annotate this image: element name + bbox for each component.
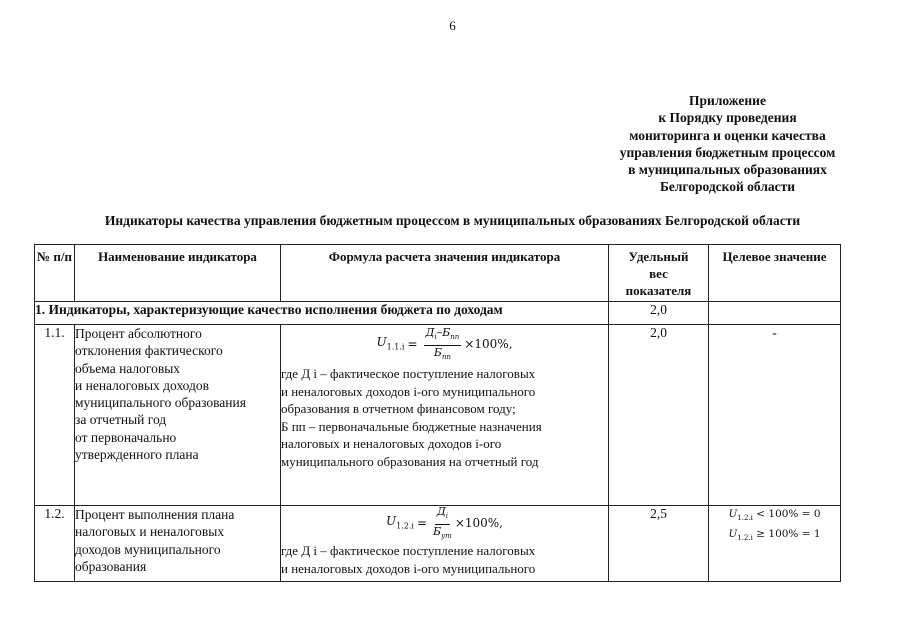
header-weight [609, 245, 709, 302]
name-line: и неналоговых доходов [75, 377, 210, 393]
formula-num-var: Д [436, 505, 446, 519]
formula-numerator [435, 505, 450, 524]
target-condition [709, 506, 840, 526]
formula-description-line: налоговых и неналоговых доходов i-ого [281, 436, 502, 452]
indicator-name [75, 506, 281, 582]
section-target-empty [709, 302, 841, 325]
formula-lhs-var: U [376, 335, 387, 349]
document-title: Индикаторы качества управления бюджетным процессом в муниципальных образованиях Белгородской области [104, 213, 801, 228]
row-number: 1.1. [35, 325, 75, 506]
target-var-sub: 1.2.i [737, 514, 753, 523]
name-line: объема налоговых [75, 360, 181, 376]
indicator-weight: 2,0 [609, 325, 709, 506]
formula-expression [281, 325, 608, 365]
indicators-table [34, 244, 841, 582]
formula-den-var: Б [433, 345, 442, 359]
formula-eq: = [407, 337, 418, 352]
name-line: доходов муниципального [75, 541, 221, 557]
name-line: от первоначально [75, 429, 177, 445]
formula-description-line: муниципального образования на отчетный год [281, 453, 539, 469]
header-weight-label: Удельный вес показателя [625, 249, 692, 298]
header-name [75, 245, 281, 302]
name-line: образования [75, 558, 147, 574]
table-header-row [35, 245, 841, 302]
appendix-line: управления бюджетным процессом [619, 144, 836, 160]
header-formula-label: Формула расчета значения индикатора [328, 249, 561, 264]
formula-description-line: Б пп – первоначальные бюджетные назначения [281, 418, 542, 434]
formula-description-line: где Д i – фактическое поступление налоговых [281, 366, 536, 381]
formula-num-minus-sub: пп [450, 333, 460, 342]
target-value: - [772, 326, 777, 341]
indicator-weight: 2,5 [609, 506, 709, 582]
page-number: 6 [449, 18, 456, 33]
indicator-formula [281, 506, 609, 582]
section-row [35, 302, 841, 325]
appendix-header [555, 92, 900, 196]
formula-num-var: Д [425, 326, 435, 340]
header-name-label: Наименование индикатора [98, 249, 257, 264]
formula-eq: = [416, 516, 428, 531]
formula-den-var: Б [433, 524, 442, 538]
appendix-line: к Порядку проведения [658, 110, 797, 126]
formula-lhs [376, 334, 404, 356]
formula-fraction [424, 326, 462, 363]
target-condition [709, 526, 840, 546]
indicator-target [709, 506, 841, 582]
target-var: U [728, 508, 738, 520]
name-line: муниципального образования [75, 395, 246, 411]
name-line: налоговых и неналоговых [75, 524, 225, 540]
name-line: Процент абсолютного [75, 326, 202, 341]
formula-denominator [433, 525, 452, 543]
formula-tail: ×100%, [454, 516, 503, 531]
formula-fraction [433, 505, 452, 542]
formula-lhs [386, 513, 414, 535]
formula-description-line: где Д i – фактическое поступление налоговых [281, 543, 536, 558]
formula-description-line: образования в отчетном финансовом году; [281, 401, 516, 417]
indicator-name [75, 325, 281, 506]
appendix-line: Белгородской области [659, 179, 796, 195]
indicator-formula [281, 325, 609, 506]
appendix-line: Приложение [689, 93, 766, 108]
header-target [709, 245, 841, 302]
formula-lhs-sub: 1.1.i [386, 342, 405, 352]
row-number: 1.2. [35, 506, 75, 582]
formula-num-sub: i [434, 333, 437, 342]
name-line: утвержденного плана [75, 447, 199, 463]
formula-den-sub: ут [441, 531, 452, 540]
target-relation: < 100% = 0 [756, 508, 821, 520]
header-num [35, 245, 75, 302]
formula-denominator [434, 346, 451, 364]
formula-den-sub: пп [441, 352, 451, 361]
header-formula [281, 245, 609, 302]
section-weight: 2,0 [609, 302, 709, 325]
header-num-label: № п/п [37, 249, 72, 264]
target-var: U [728, 528, 738, 541]
formula-description-line: и неналоговых доходов i-ого муниципального [281, 560, 536, 576]
formula-num-minus: –Б [436, 326, 451, 340]
formula-tail: ×100%, [464, 337, 513, 352]
formula-num-sub: i [445, 512, 449, 521]
section-title: 1. Индикаторы, характеризующие качество исполнения бюджета по доходам [35, 302, 609, 325]
target-relation: ≥ 100% = 1 [756, 528, 821, 541]
name-line: за отчетный год [75, 412, 167, 428]
target-var-sub: 1.2.i [737, 534, 753, 543]
table-row [35, 506, 841, 582]
formula-lhs-var: U [386, 514, 397, 528]
indicator-target [709, 325, 841, 506]
appendix-line: в муниципальных образованиях [628, 162, 827, 178]
appendix-line: мониторинга и оценки качества [629, 127, 826, 143]
formula-expression [281, 506, 608, 542]
formula-numerator [424, 326, 462, 345]
formula-description-line: и неналоговых доходов i-ого муниципального [281, 383, 536, 399]
name-line: Процент выполнения плана [75, 507, 235, 522]
header-target-label: Целевое значение [722, 249, 827, 264]
name-line: отклонения фактического [75, 343, 223, 359]
formula-lhs-sub: 1.2.i [396, 521, 414, 531]
table-row [35, 325, 841, 506]
